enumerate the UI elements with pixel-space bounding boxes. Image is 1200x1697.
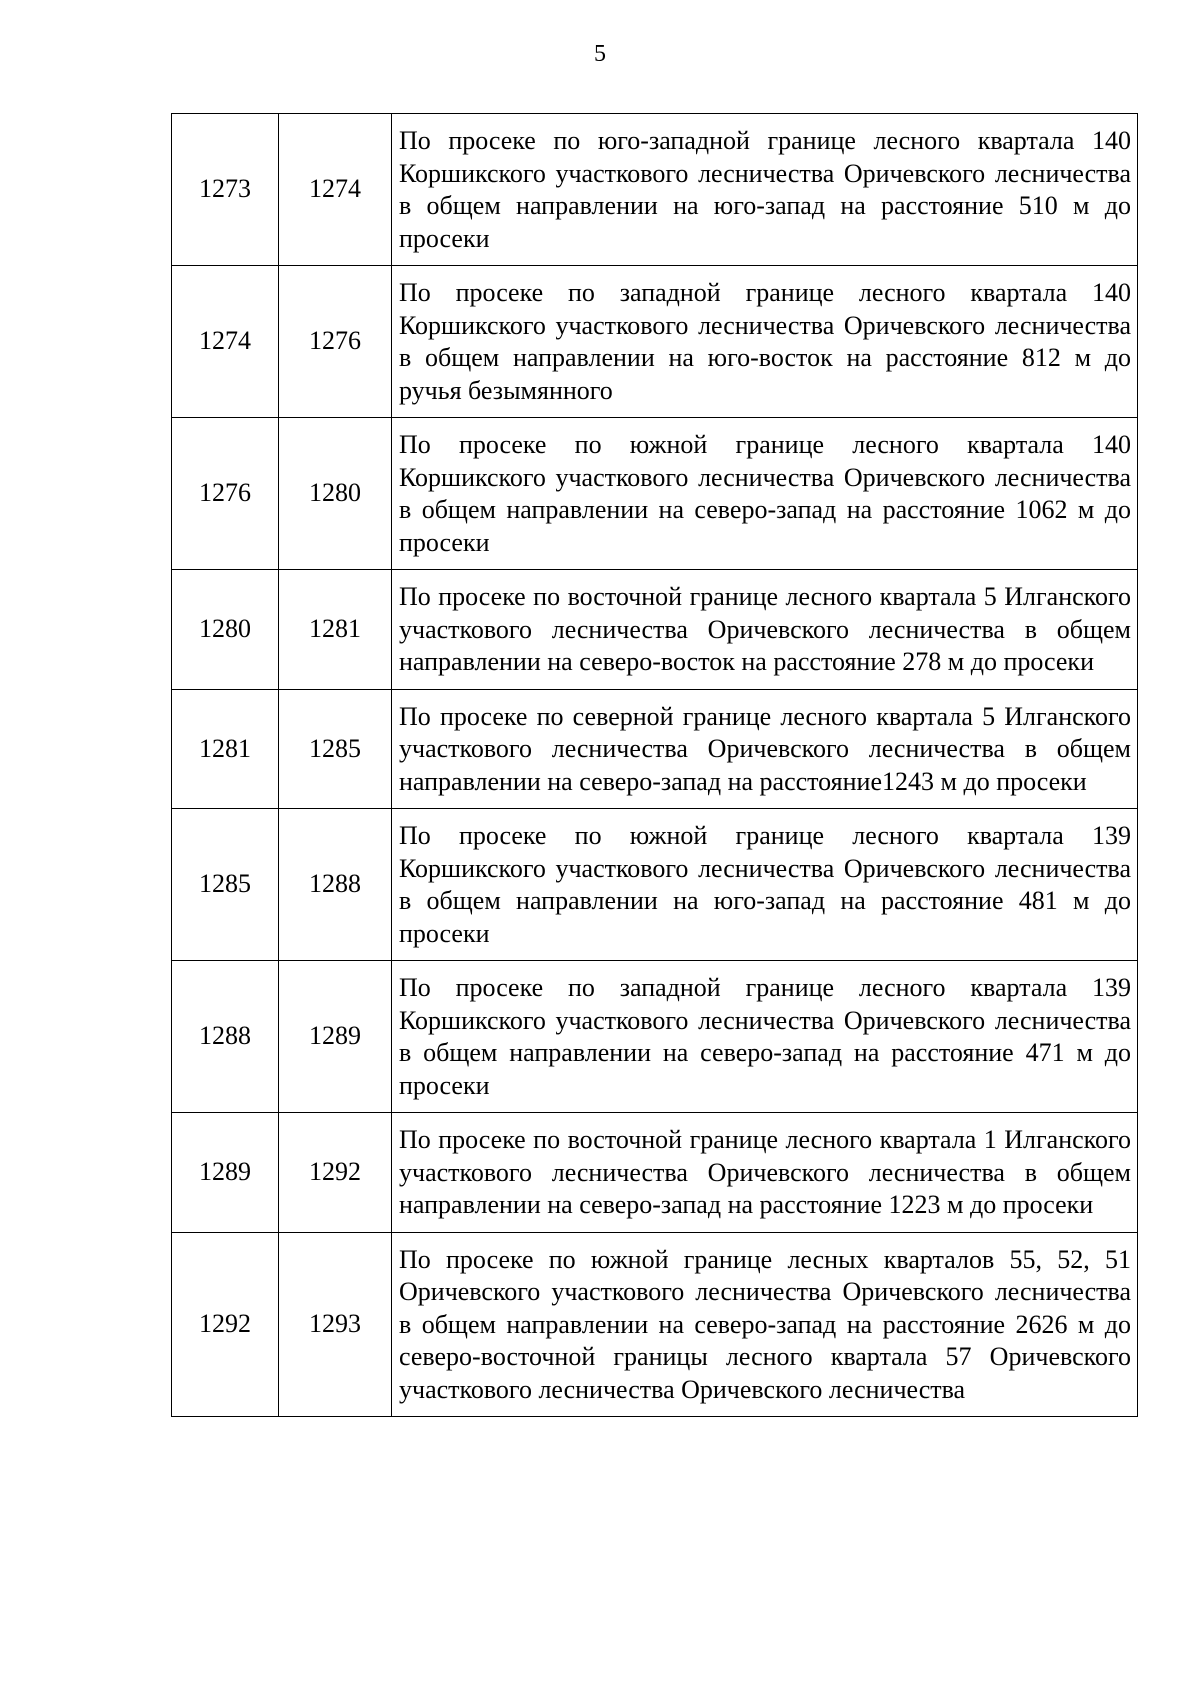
from-point-cell: 1276: [172, 418, 279, 570]
to-point-cell: 1276: [279, 266, 392, 418]
description-text: По просеке по западной границе лесного квартала 139 Коршикского участкового лесничества Оричевского лесничества в общем направлении на северо-запад на расстояние 471 м до просеки: [399, 973, 1131, 1100]
from-point-cell: 1288: [172, 961, 279, 1113]
from-point-cell: 1273: [172, 114, 279, 266]
table-row: [172, 1113, 1138, 1233]
table-row: [172, 961, 1138, 1113]
to-point-cell: 1281: [279, 570, 392, 690]
boundary-description-table: [171, 113, 1138, 1417]
description-text: По просеке по северной границе лесного квартала 5 Илганского участкового лесничества Оричевского лесничества в общем направлении на северо-запад на расстояние1243 м до просеки: [399, 701, 1131, 796]
description-cell: [392, 961, 1138, 1113]
description-text: По просеке по южной границе лесных кварталов 55, 52, 51 Оричевского участкового лесничества Оричевского лесничества в общем направлении на северо-запад на расстояние 2626 м до северо-восточной границы лесного квартала 57 Оричевского участкового лесничества Оричевского лесничества: [399, 1244, 1131, 1404]
description-cell: [392, 1113, 1138, 1233]
table-row: [172, 1232, 1138, 1417]
to-point-cell: 1288: [279, 809, 392, 961]
table-row: [172, 418, 1138, 570]
description-cell: [392, 570, 1138, 690]
table-row: [172, 809, 1138, 961]
description-text: По просеке по южной границе лесного квартала 139 Коршикского участкового лесничества Оричевского лесничества в общем направлении на юго-запад на расстояние 481 м до просеки: [399, 821, 1131, 948]
description-text: По просеке по восточной границе лесного квартала 1 Илганского участкового лесничества Оричевского лесничества в общем направлении на северо-запад на расстояние 1223 м до просеки: [399, 1125, 1131, 1219]
description-cell: [392, 418, 1138, 570]
description-cell: [392, 809, 1138, 961]
to-point-cell: 1274: [279, 114, 392, 266]
page-number: 5: [594, 41, 606, 67]
description-text: По просеке по западной границе лесного квартала 140 Коршикского участкового лесничества Оричевского лесничества в общем направлении на юго-восток на расстояние 812 м до ручья безымянного: [399, 278, 1131, 405]
to-point-cell: 1285: [279, 689, 392, 809]
from-point-cell: 1281: [172, 689, 279, 809]
to-point-cell: 1289: [279, 961, 392, 1113]
description-cell: [392, 1232, 1138, 1417]
to-point-cell: 1293: [279, 1232, 392, 1417]
table-row: [172, 689, 1138, 809]
to-point-cell: 1292: [279, 1113, 392, 1233]
description-cell: [392, 689, 1138, 809]
description-text: По просеке по южной границе лесного квартала 140 Коршикского участкового лесничества Оричевского лесничества в общем направлении на северо-запад на расстояние 1062 м до просеки: [399, 430, 1131, 557]
from-point-cell: 1274: [172, 266, 279, 418]
table-row: [172, 570, 1138, 690]
description-cell: [392, 266, 1138, 418]
to-point-cell: 1280: [279, 418, 392, 570]
description-cell: [392, 114, 1138, 266]
from-point-cell: 1292: [172, 1232, 279, 1417]
table-row: [172, 114, 1138, 266]
from-point-cell: 1280: [172, 570, 279, 690]
description-text: По просеке по юго-западной границе лесного квартала 140 Коршикского участкового лесничества Оричевского лесничества в общем направлении на юго-запад на расстояние 510 м до просеки: [399, 126, 1131, 253]
from-point-cell: 1285: [172, 809, 279, 961]
table-row: [172, 266, 1138, 418]
from-point-cell: 1289: [172, 1113, 279, 1233]
description-text: По просеке по восточной границе лесного квартала 5 Илганского участкового лесничества Оричевского лесничества в общем направлении на северо-восток на расстояние 278 м до просеки: [399, 582, 1131, 676]
